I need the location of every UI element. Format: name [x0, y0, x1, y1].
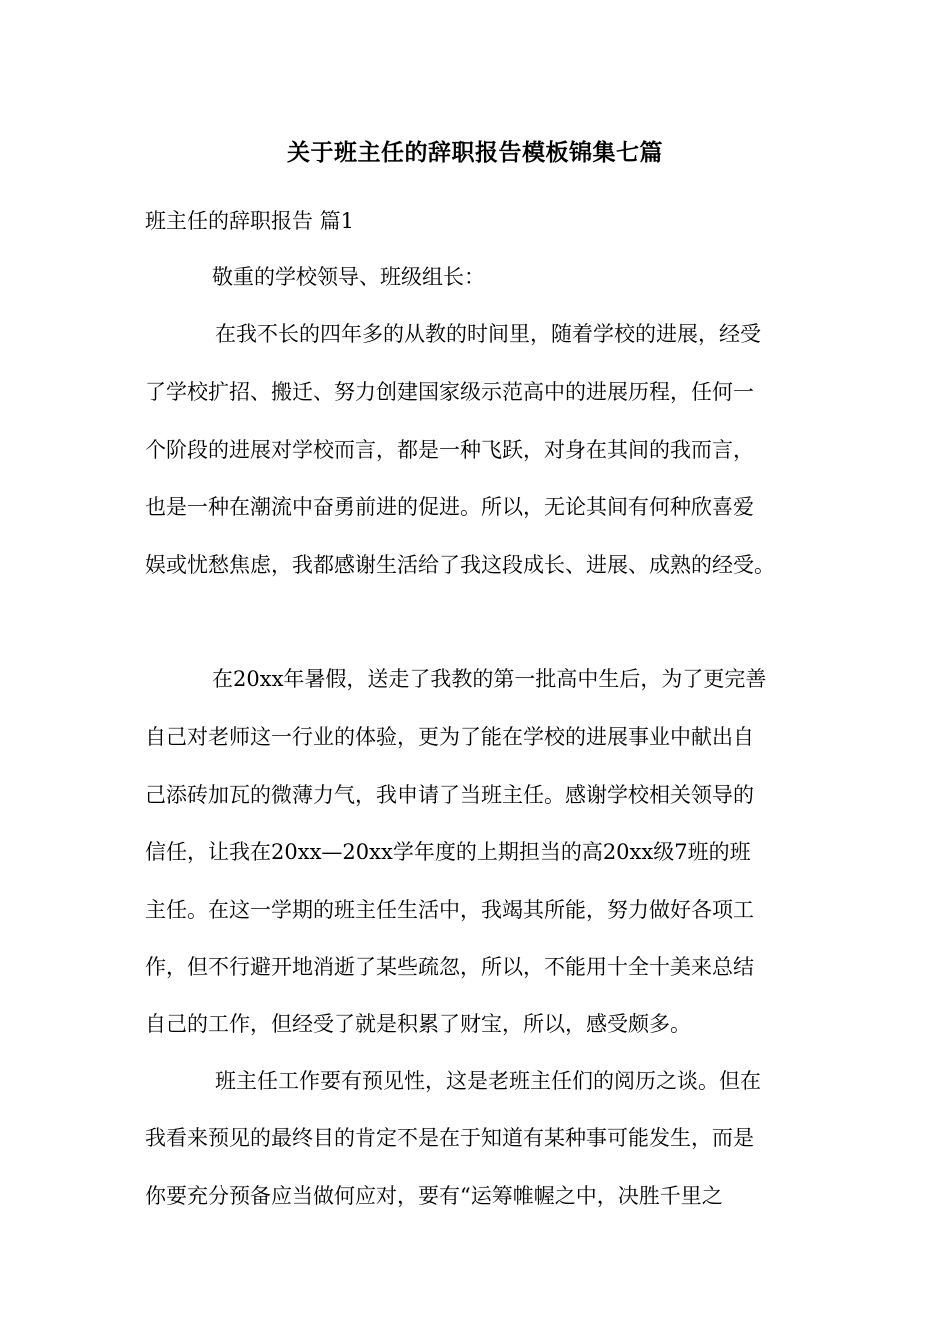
paragraph-line: 主任。在这一学期的班主任生活中，我竭其所能，努力做好各项工 — [145, 898, 754, 922]
document-title: 关于班主任的辞职报告模板锦集七篇 — [287, 139, 663, 166]
paragraph-line: 在20xx年暑假，送走了我教的第一批高中生后，为了更完善 — [212, 667, 767, 691]
paragraph-line: 自己对老师这一行业的体验，更为了能在学校的进展事业中献出自 — [145, 725, 754, 749]
paragraph-line: 信任，让我在20xx—20xx学年度的上期担当的高20xx级7班的班 — [145, 840, 751, 864]
paragraph-line: 自己的工作，但经受了就是积累了财宝，所以，感受颇多。 — [145, 1012, 691, 1036]
salutation: 敬重的学校领导、班级组长： — [212, 265, 485, 289]
paragraph-line: 你要充分预备应当做何应对，要有“运筹帷幄之中，决胜千里之 — [145, 1184, 723, 1208]
paragraph-line: 在我不长的四年多的从教的时间里，随着学校的进展，经受 — [215, 322, 761, 346]
paragraph-line: 也是一种在潮流中奋勇前进的促进。所以，无论其间有何种欣喜爱 — [145, 495, 754, 519]
paragraph-line: 班主任工作要有预见性，这是老班主任们的阅历之谈。但在 — [215, 1069, 761, 1093]
section-heading: 班主任的辞职报告 篇1 — [145, 209, 355, 233]
paragraph-line: 娱或忧愁焦虑，我都感谢生活给了我这段成长、进展、成熟的经受。 — [145, 553, 775, 577]
paragraph-line: 个阶段的进展对学校而言，都是一种飞跃，对身在其间的我而言， — [145, 438, 754, 462]
paragraph-line: 我看来预见的最终目的肯定不是在于知道有某种事可能发生，而是 — [145, 1126, 754, 1150]
paragraph-line: 了学校扩招、搬迁、努力创建国家级示范高中的进展历程，任何一 — [145, 380, 754, 404]
paragraph-line: 作，但不行避开地消逝了某些疏忽，所以，不能用十全十美来总结 — [145, 955, 754, 979]
paragraph-line: 己添砖加瓦的微薄力气，我申请了当班主任。感谢学校相关领导的 — [145, 783, 754, 807]
